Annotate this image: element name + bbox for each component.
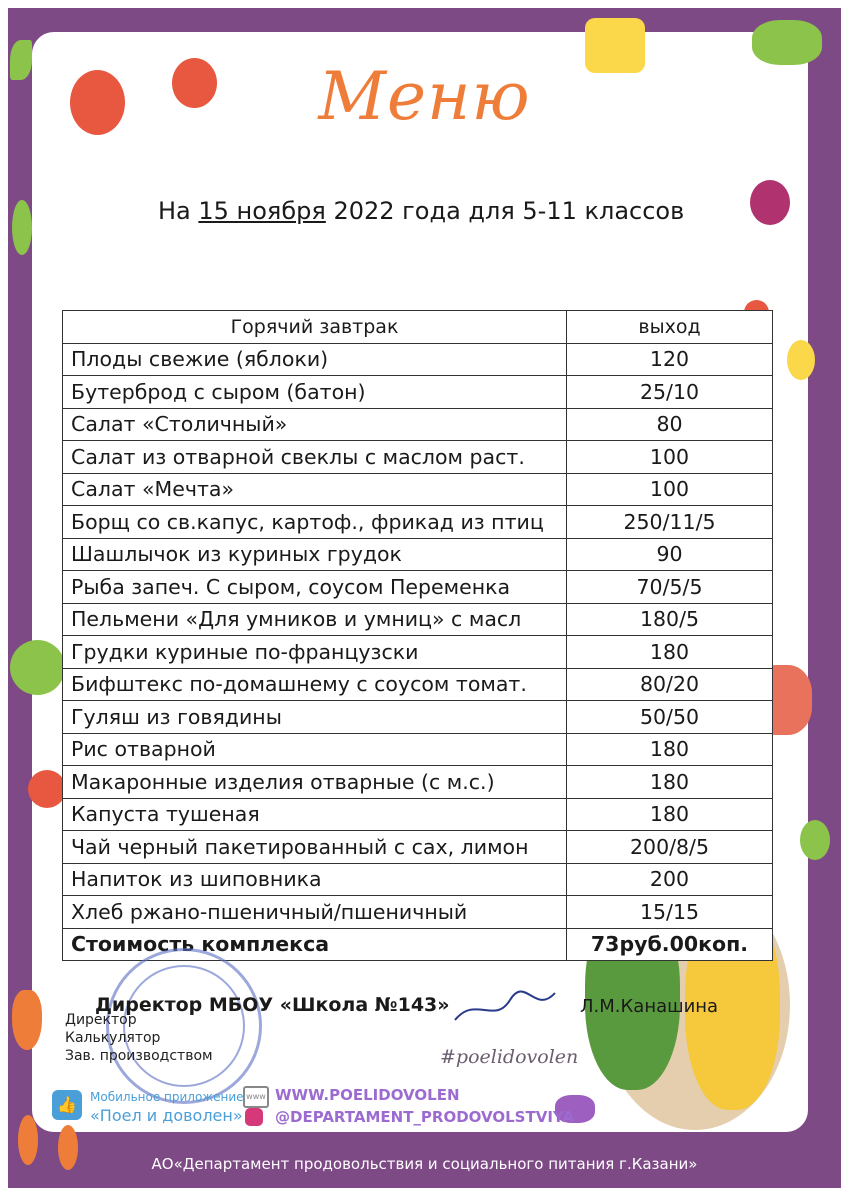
table-header-row xyxy=(63,311,773,344)
column-header-portion: выход xyxy=(567,311,773,344)
dish-name: Борщ со св.капус, картоф., фрикад из птиц xyxy=(63,506,567,539)
table-row xyxy=(63,668,773,701)
portion-weight: 25/10 xyxy=(567,376,773,409)
portion-weight: 180 xyxy=(567,798,773,831)
table-row xyxy=(63,408,773,441)
dish-name: Бифштекс по-домашнему с соусом томат. xyxy=(63,668,567,701)
dish-name: Шашлычок из куриных грудок xyxy=(63,538,567,571)
portion-weight: 70/5/5 xyxy=(567,571,773,604)
portion-weight: 90 xyxy=(567,538,773,571)
dish-name: Гуляш из говядины xyxy=(63,701,567,734)
table-row xyxy=(63,343,773,376)
column-header-dish: Горячий завтрак xyxy=(63,311,567,344)
handwritten-signature xyxy=(450,985,560,1030)
hashtag: #poelidovolen xyxy=(440,1046,579,1068)
web-icon: www xyxy=(243,1086,269,1108)
menu-table xyxy=(62,310,773,961)
role-calculator: Калькулятор xyxy=(65,1030,161,1046)
table-row xyxy=(63,831,773,864)
dish-name: Напиток из шиповника xyxy=(63,863,567,896)
page-title: Меню xyxy=(318,58,531,135)
portion-weight: 180/5 xyxy=(567,603,773,636)
table-row xyxy=(63,636,773,669)
portion-weight: 100 xyxy=(567,441,773,474)
portion-weight: 180 xyxy=(567,636,773,669)
dish-name: Салат «Столичный» xyxy=(63,408,567,441)
table-row xyxy=(63,733,773,766)
portion-weight: 180 xyxy=(567,733,773,766)
dish-name: Грудки куриные по-французски xyxy=(63,636,567,669)
portion-weight: 200 xyxy=(567,863,773,896)
table-row xyxy=(63,441,773,474)
small-tomato-icon xyxy=(28,770,66,808)
dish-name: Рис отварной xyxy=(63,733,567,766)
dish-name: Пельмени «Для умников и умниц» с масл xyxy=(63,603,567,636)
table-row xyxy=(63,701,773,734)
dish-name: Плоды свежие (яблоки) xyxy=(63,343,567,376)
role-production-head: Зав. производством xyxy=(65,1048,213,1064)
menu-date: 15 ноября xyxy=(198,197,326,225)
lemon-character-icon xyxy=(787,340,815,380)
portion-weight: 200/8/5 xyxy=(567,831,773,864)
app-label: Мобильное приложение xyxy=(90,1090,244,1104)
dish-name: Чай черный пакетированный с сах, лимон xyxy=(63,831,567,864)
portion-weight: 180 xyxy=(567,766,773,799)
footer-organization: АО«Департамент продовольствия и социального питания г.Казани» xyxy=(151,1155,698,1173)
dish-name: Салат «Мечта» xyxy=(63,473,567,506)
instagram-link[interactable]: @DEPARTAMENT_PRODOVOLSTVIYA xyxy=(275,1108,574,1126)
role-director: Директор xyxy=(65,1012,137,1028)
portion-weight: 100 xyxy=(567,473,773,506)
portion-weight: 80/20 xyxy=(567,668,773,701)
table-row xyxy=(63,863,773,896)
portion-weight: 50/50 xyxy=(567,701,773,734)
table-row xyxy=(63,538,773,571)
table-row xyxy=(63,766,773,799)
dish-name: Капуста тушеная xyxy=(63,798,567,831)
table-row xyxy=(63,603,773,636)
dish-name: Салат из отварной свеклы с маслом раст. xyxy=(63,441,567,474)
website-link[interactable]: WWW.POELIDOVOLEN xyxy=(275,1086,460,1104)
beet-character-icon xyxy=(750,180,790,225)
director-signature-title: Директор МБОУ «Школа №143» xyxy=(95,994,450,1016)
total-price: 73руб.00коп. xyxy=(567,928,773,961)
table-row xyxy=(63,571,773,604)
cucumber-icon xyxy=(12,200,32,255)
table-row xyxy=(63,473,773,506)
menu-table-body xyxy=(63,343,773,928)
portion-weight: 120 xyxy=(567,343,773,376)
dish-name: Хлеб ржано-пшеничный/пшеничный xyxy=(63,896,567,929)
portion-weight: 15/15 xyxy=(567,896,773,929)
portion-weight: 250/11/5 xyxy=(567,506,773,539)
instagram-icon xyxy=(245,1108,263,1126)
table-row xyxy=(63,896,773,929)
dish-name: Бутерброд с сыром (батон) xyxy=(63,376,567,409)
table-row xyxy=(63,798,773,831)
table-row xyxy=(63,376,773,409)
app-name: «Поел и доволен» xyxy=(90,1106,243,1125)
apple-character-icon xyxy=(10,640,65,695)
thumbs-up-icon: 👍 xyxy=(52,1090,82,1120)
table-row xyxy=(63,506,773,539)
director-name: Л.М.Канашина xyxy=(580,996,719,1017)
total-label: Стоимость комплекса xyxy=(63,928,567,961)
lettuce-icon xyxy=(800,820,830,860)
dish-name: Макаронные изделия отварные (с м.с.) xyxy=(63,766,567,799)
dish-name: Рыба запеч. С сыром, соусом Переменка xyxy=(63,571,567,604)
portion-weight: 80 xyxy=(567,408,773,441)
carrot-character-icon xyxy=(12,990,42,1050)
menu-date-line: На 15 ноября 2022 года для 5-11 классов xyxy=(158,197,685,225)
